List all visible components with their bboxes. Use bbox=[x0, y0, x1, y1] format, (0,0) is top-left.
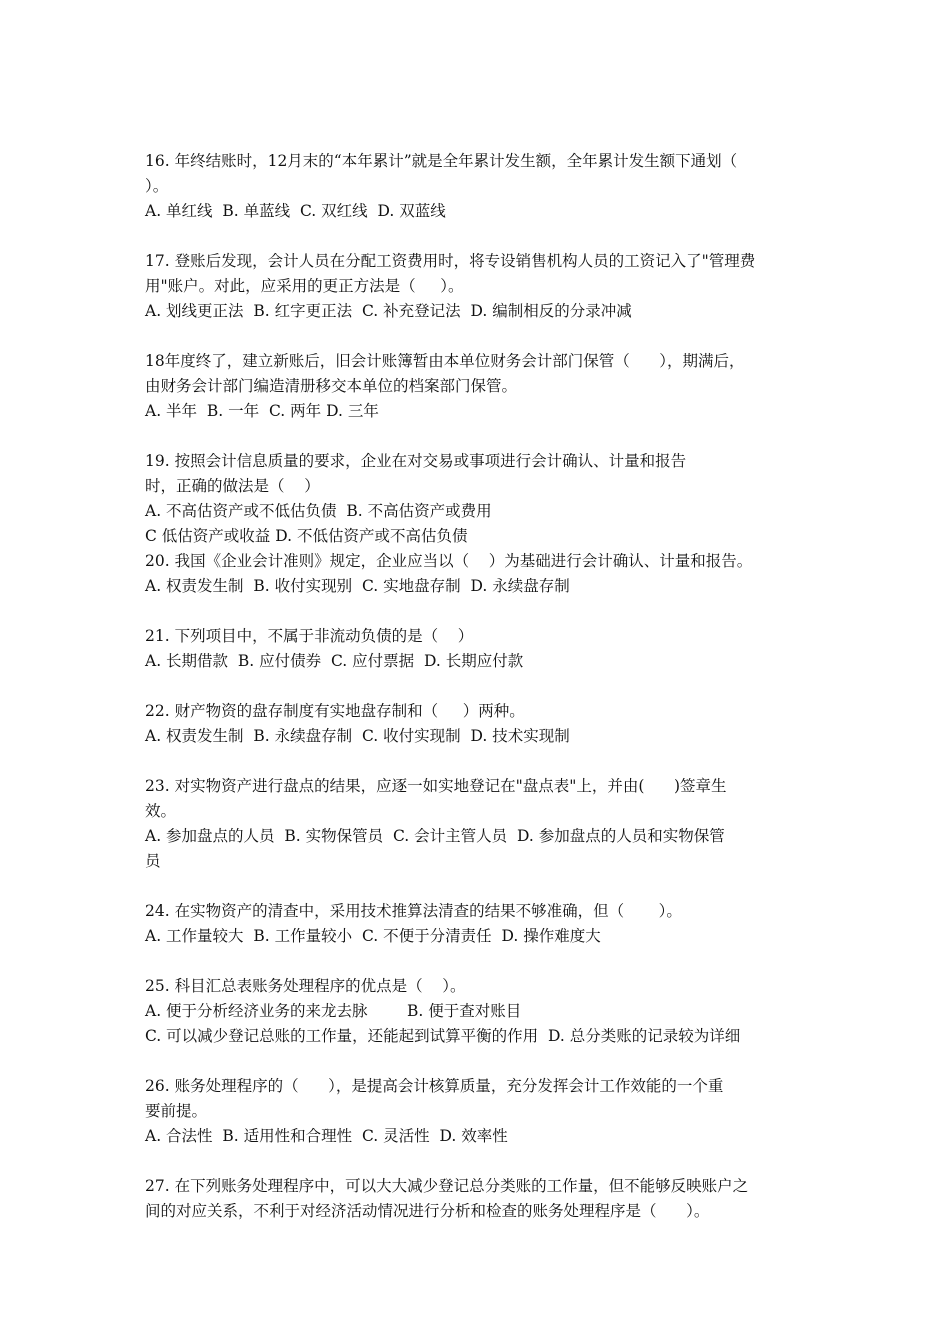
question-line: C 低估资产或收益 D. 不低估资产或不高估负债 bbox=[145, 527, 468, 545]
question-line: A. 长期借款 B. 应付债券 C. 应付票据 D. 长期应付款 bbox=[145, 652, 524, 670]
question-line: 用"账户。对此，应采用的更正方法是（ ）。 bbox=[145, 277, 464, 295]
question-block bbox=[145, 899, 820, 949]
question-line: C. 可以减少登记总账的工作量，还能起到试算平衡的作用 D. 总分类账的记录较为详细 bbox=[145, 1027, 741, 1045]
question-block bbox=[145, 974, 820, 1049]
question-line: 员 bbox=[145, 852, 161, 870]
question-line: 由财务会计部门编造清册移交本单位的档案部门保管。 bbox=[145, 377, 518, 395]
question-line: 23. 对实物资产进行盘点的结果，应逐一如实地登记在"盘点表"上，并由( )签章生 bbox=[145, 777, 727, 795]
question-line: A. 参加盘点的人员 B. 实物保管员 C. 会计主管人员 D. 参加盘点的人员和实物保管 bbox=[145, 827, 725, 845]
question-line: ）。 bbox=[145, 177, 169, 195]
question-block bbox=[145, 549, 820, 599]
question-line: 22. 财产物资的盘存制度有实地盘存制和（ ）两种。 bbox=[145, 702, 525, 720]
question-spacer bbox=[145, 1049, 820, 1074]
question-spacer bbox=[145, 324, 820, 349]
question-spacer bbox=[145, 874, 820, 899]
question-spacer bbox=[145, 949, 820, 974]
question-line: A. 权责发生制 B. 永续盘存制 C. 收付实现制 D. 技术实现制 bbox=[145, 727, 570, 745]
question-line: A. 权责发生制 B. 收付实现别 C. 实地盘存制 D. 永续盘存制 bbox=[145, 577, 570, 595]
question-line: A. 单红线 B. 单蓝线 C. 双红线 D. 双蓝线 bbox=[145, 202, 446, 220]
question-line: A. 合法性 B. 适用性和合理性 C. 灵活性 D. 效率性 bbox=[145, 1127, 508, 1145]
question-spacer bbox=[145, 224, 820, 249]
question-block bbox=[145, 624, 820, 674]
question-block bbox=[145, 1074, 820, 1149]
question-line: 间的对应关系，不利于对经济活动情况进行分析和检查的账务处理程序是（ ）。 bbox=[145, 1202, 710, 1220]
question-spacer bbox=[145, 424, 820, 449]
question-block bbox=[145, 249, 820, 324]
question-block bbox=[145, 449, 820, 549]
question-line: 25. 科目汇总表账务处理程序的优点是（ ）。 bbox=[145, 977, 466, 995]
question-line: 26. 账务处理程序的（ ），是提高会计核算质量，充分发挥会计工作效能的一个重 bbox=[145, 1077, 724, 1095]
question-line: 24. 在实物资产的清查中，采用技术推算法清查的结果不够准确，但（ ）。 bbox=[145, 902, 682, 920]
question-line: 17. 登账后发现，会计人员在分配工资费用时，将专设销售机构人员的工资记入了"管理费 bbox=[145, 252, 756, 270]
question-line: 16. 年终结账时，12月末的“本年累计”就是全年累计发生额，全年累计发生额下通划（ bbox=[145, 152, 738, 170]
question-block bbox=[145, 699, 820, 749]
question-block bbox=[145, 149, 820, 224]
question-line: A. 不高估资产或不低估负债 B. 不高估资产或费用 bbox=[145, 502, 492, 520]
question-spacer bbox=[145, 674, 820, 699]
question-block bbox=[145, 774, 820, 874]
question-block bbox=[145, 349, 820, 424]
question-spacer bbox=[145, 1149, 820, 1174]
question-line: A. 工作量较大 B. 工作量较小 C. 不便于分清责任 D. 操作难度大 bbox=[145, 927, 601, 945]
question-spacer bbox=[145, 749, 820, 774]
question-line: 时，正确的做法是（ ） bbox=[145, 477, 320, 495]
question-line: A. 半年 B. 一年 C. 两年 D. 三年 bbox=[145, 402, 379, 420]
question-line: 27. 在下列账务处理程序中，可以大大减少登记总分类账的工作量，但不能够反映账户之 bbox=[145, 1177, 749, 1195]
question-line: 要前提。 bbox=[145, 1102, 208, 1120]
question-line: 效。 bbox=[145, 802, 177, 820]
question-line: 20. 我国《企业会计准则》规定，企业应当以（ ）为基础进行会计确认、计量和报告。 bbox=[145, 552, 753, 570]
question-line: A. 便于分析经济业务的来龙去脉 B. 便于查对账目 bbox=[145, 1002, 522, 1020]
question-line: 19. 按照会计信息质量的要求，企业在对交易或事项进行会计确认、计量和报告 bbox=[145, 452, 687, 470]
question-line: A. 划线更正法 B. 红字更正法 C. 补充登记法 D. 编制相反的分录冲减 bbox=[145, 302, 632, 320]
question-line: 18年度终了，建立新账后，旧会计账簿暂由本单位财务会计部门保管（ ），期满后， bbox=[145, 352, 745, 370]
question-line: 21. 下列项目中，不属于非流动负债的是（ ） bbox=[145, 627, 474, 645]
question-block bbox=[145, 1174, 820, 1224]
question-list bbox=[145, 149, 820, 1224]
question-spacer bbox=[145, 599, 820, 624]
